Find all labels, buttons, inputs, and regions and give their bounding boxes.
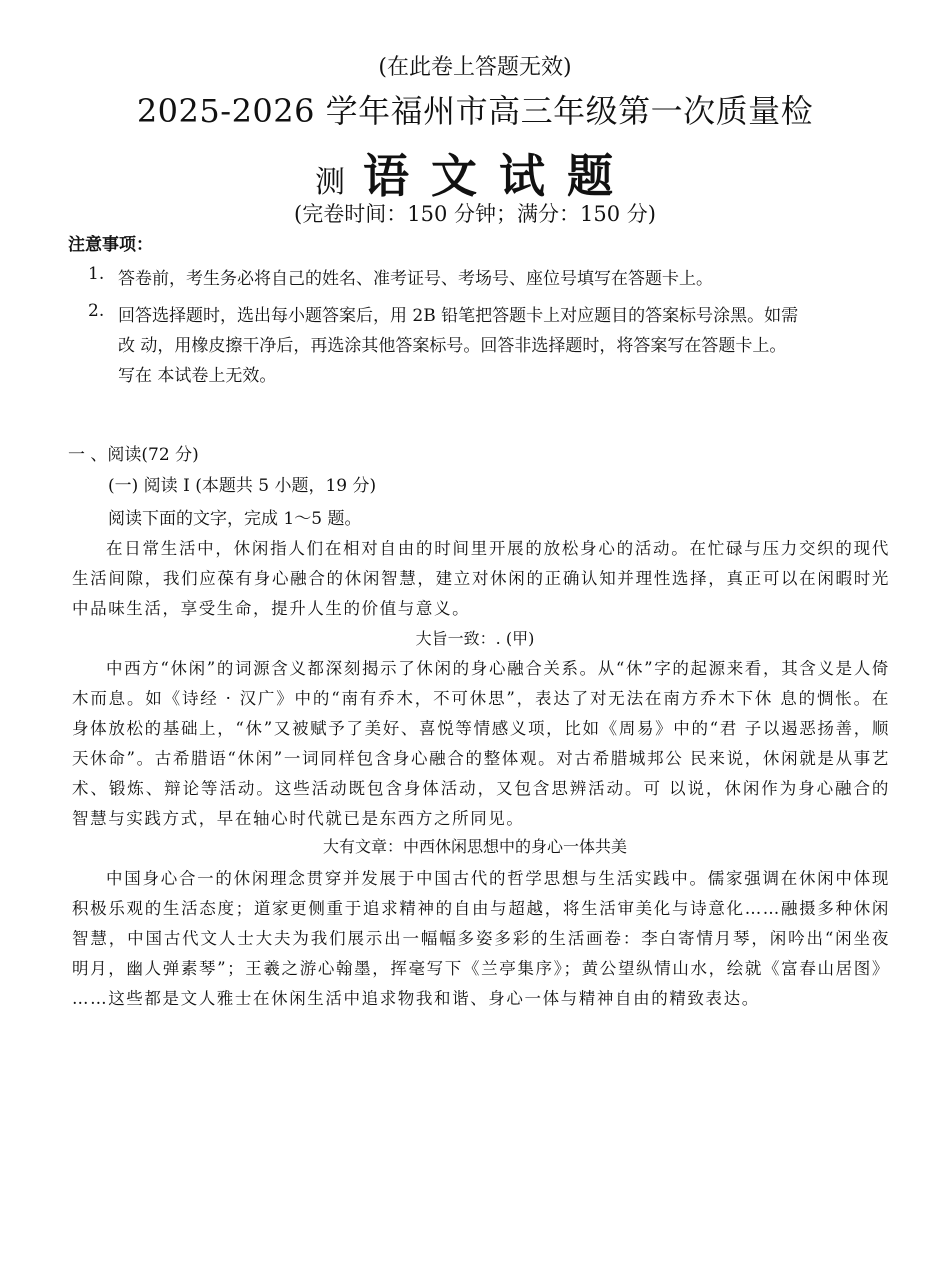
passage-heading: 大有文章：中西休闲思想中的身心一体共美 xyxy=(322,837,627,856)
notice-item-line: 改 动，用橡皮擦干净后，再选涂其他答案标号。回答非选择题时，将答案写在答题卡上。 xyxy=(118,336,787,356)
passage-heading: 大旨一致：. (甲) xyxy=(415,629,535,648)
exam-title-suffix: 测 xyxy=(315,165,345,200)
exam-subject-title: 语文试题 xyxy=(363,149,635,203)
passage-paragraph: 在日常生活中，休闲指人们在相对自由的时间里开展的放松身心的活动。在忙碌与压力交织的现代生活间隙，我们应葆有身心融合的休闲智慧，建立对休闲的正确认知并理性选择，真正可以在闲暇时光中品味生活，享受生命，提升人生的价值与意义。 xyxy=(72,539,890,618)
passage-paragraph: 中西方“休闲”的词源含义都深刻揭示了休闲的身心融合关系。从“休”字的起源来看，其含义是人倚木而息。如《诗经 · 汉广》中的“南有乔木，不可休思”，表达了对无法在南方乔木下休 息的惆怅。在身体放松的基础上，“休”又被赋予了美好、喜悦等情感义项，比如《周易》中的“君 子以遏恶扬善，顺天休命”。古希腊语“休闲”一词同样包含身心融合的整体观。对古希腊城邦公 民来说，休闲就是从事艺术、锻炼、辩论等活动。这些活动既包含身体活动，又包含思辨活动。可 以说，休闲作为身心融合的智慧与实践方式，早在轴心时代就已是东西方之所同见。 xyxy=(72,659,890,828)
notice-item-line: 回答选择题时，选出每小题答案后，用 2B 铅笔把答题卡上对应题目的答案标号涂黑。如需 xyxy=(118,306,799,326)
notice-item-number: 2. xyxy=(88,301,105,321)
passage-paragraph: 中国身心合一的休闲理念贯穿并发展于中国古代的哲学思想与生活实践中。儒家强调在休闲中体现积极乐观的生活态度；道家更侧重于追求精神的自由与超越，将生活审美化与诗意化……融摄多种休闲智慧，中国古代文人士大夫为我们展示出一幅幅多姿多彩的生活画卷：李白寄情月琴，闲吟出“闲坐夜明月，幽人弹素琴”；王羲之游心翰墨，挥毫写下《兰亭集序》；黄公望纵情山水，绘就《富春山居图》 ……这些都是文人雅士在休闲生活中追求物我和谐、身心一体与精神自由的精致表达。 xyxy=(72,869,890,1008)
exam-title-line1: 2025-2026 学年福州市高三年级第一次质量检 xyxy=(136,92,814,130)
notice-item-number: 1. xyxy=(88,264,105,284)
section-title: 一 、阅读(72 分) xyxy=(68,445,199,465)
section-instruction: 阅读下面的文字，完成 1～5 题。 xyxy=(108,509,362,529)
exam-time-info: (完卷时间：150 分钟；满分：150 分) xyxy=(294,202,656,226)
exam-title-line2 xyxy=(0,140,950,206)
notice-heading: 注意事项： xyxy=(68,235,153,255)
top-note: (在此卷上答题无效) xyxy=(378,55,572,80)
section-subtitle: (一) 阅读 I (本题共 5 小题，19 分) xyxy=(108,476,377,496)
notice-item-line: 写在 本试卷上无效。 xyxy=(118,366,277,386)
notice-item-line: 答卷前，考生务必将自己的姓名、准考证号、考场号、座位号填写在答题卡上。 xyxy=(118,269,713,289)
